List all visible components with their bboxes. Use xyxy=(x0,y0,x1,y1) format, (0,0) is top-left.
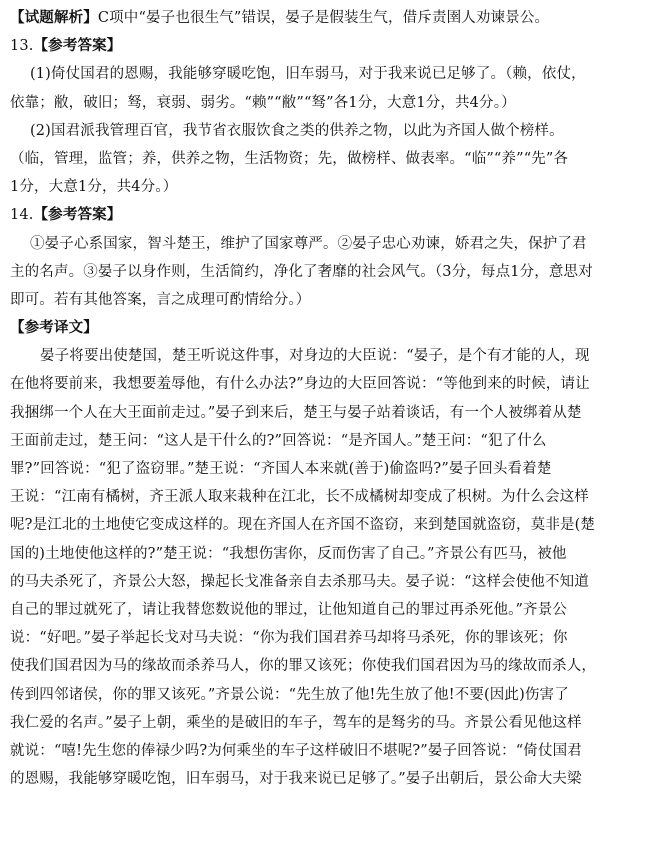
analysis-text: C项中“晏子也很生气”错误，晏子是假装生气，借斥责圉人劝谏景公。 xyxy=(97,10,550,26)
translation-line: 传到四邻诸侯，你的罪又该死。”齐景公说：“先生放了他!先生放了他!不要(因此)伤害了 xyxy=(10,686,569,703)
translation-line: 我捆绑一个人在大王面前走过。”晏子到来后，楚王与晏子站着谈话，有一个人被绑着从楚 xyxy=(10,404,582,421)
q14-header xyxy=(10,201,653,229)
translation-line: 罪?”回答说：“犯了盗窃罪。”楚王说：“齐国人本来就(善于)偷盗吗?”晏子回头看着楚 xyxy=(10,461,552,477)
q13-line: （临，管理，监管；养，供养之物，生活物资；先，做榜样、做表率。“临”“养”“先”各 xyxy=(10,150,569,167)
translation-line: 说：“好吧。”晏子举起长戈对马夫说：“你为我们国君养马却将马杀死，你的罪该死；你 xyxy=(10,630,568,647)
translation-line: 我仁爱的名声。”晏子上朝，乘坐的是破旧的车子，驾车的是驽劣的马。齐景公看见他这样 xyxy=(10,714,582,731)
translation-line: 呢?是江北的土地使它变成这样的。现在齐国人在齐国不盗窃，来到楚国就盗窃，莫非是(楚 xyxy=(10,517,596,534)
translation-line: 在他将要前来，我想要羞辱他，有什么办法?”身边的大臣回答说：“等他到来的时候，请让 xyxy=(10,376,590,393)
q13-line: 1分，大意1分，共4分。） xyxy=(10,179,178,196)
q13-line: (1)倚仗国君的恩赐，我能够穿暖吃饱，旧车弱马，对于我来说已足够了。（赖，依仗， xyxy=(30,66,586,83)
q14-line: 主的名声。③晏子以身作则，生活简约，净化了奢靡的社会风气。（3分，每点1分，意思对 xyxy=(10,263,593,280)
q13-line: (2)国君派我管理百官，我节省衣服饮食之类的供养之物，以此为齐国人做个榜样。 xyxy=(30,122,564,139)
q13-number: 13. xyxy=(10,38,34,55)
translation-line: 的恩赐，我能够穿暖吃饱，旧车弱马，对于我来说已足够了。”晏子出朝后，景公命大夫梁 xyxy=(10,771,582,788)
translation-line: 王面前走过，楚王问：“这人是干什么的?”回答说：“是齐国人。”楚王问：“犯了什么 xyxy=(10,432,547,449)
q14-number: 14. xyxy=(10,207,34,224)
translation-line: 使我们国君因为马的缘故而杀养马人，你的罪又该死；你使我们国君因为马的缘故而杀人， xyxy=(10,658,596,675)
q14-line: 即可。若有其他答案，言之成理可酌情给分。） xyxy=(10,291,311,308)
analysis-line xyxy=(10,4,653,32)
translation-line: 自己的罪过就死了，请让我替您数说他的罪过，让他知道自己的罪过再杀死他。”齐景公 xyxy=(10,601,568,618)
translation-line: 就说：“嘻!先生您的俸禄少吗?为何乘坐的车子这样破旧不堪呢?”晏子回答说：“倚仗国君 xyxy=(10,742,582,759)
q14-line: ①晏子心系国家，智斗楚王，维护了国家尊严。②晏子忠心劝谏，娇君之失，保护了君 xyxy=(30,235,587,252)
q13-header xyxy=(10,32,653,60)
analysis-label: 【试题解析】 xyxy=(10,9,98,26)
translation-line: 晏子将要出使楚国，楚王听说这件事，对身边的大臣说：“晏子，是个有才能的人，现 xyxy=(40,348,590,365)
q13-label: 【参考答案】 xyxy=(33,37,122,55)
translation-line: 国的)土地使他这样的?”楚王说：“我想伤害你，反而伤害了自己。”齐景公有匹马，被他 xyxy=(10,545,567,562)
translation-label: 【参考译文】 xyxy=(10,319,98,337)
translation-line: 的马夫杀死了，齐景公大怒，操起长戈准备亲自去杀那马夫。晏子说：“这样会使他不知道 xyxy=(10,573,589,590)
q14-label: 【参考答案】 xyxy=(33,206,122,224)
q13-line: 依靠；敝，破旧；驽，衰弱、弱劣。“赖”“敝”“驽”各1分，大意1分，共4分。） xyxy=(10,94,516,111)
translation-line: 王说：“江南有橘树，齐王派人取来栽种在江北，长不成橘树却变成了枳树。为什么会这样 xyxy=(10,489,589,506)
